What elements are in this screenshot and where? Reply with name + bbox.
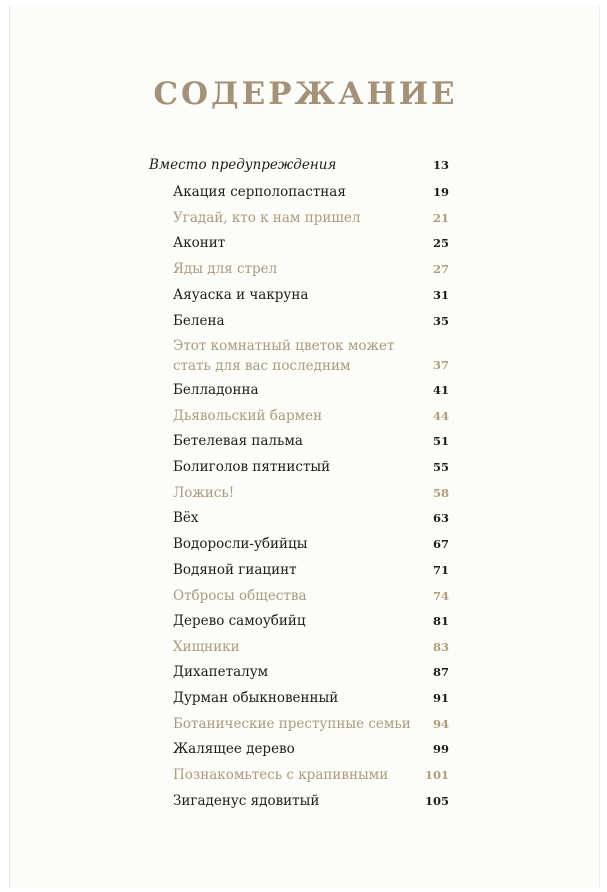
toc-entry-page: 74 [432,589,449,603]
toc-entry-label: Жалящее дерево [173,741,295,757]
toc-entry-label: Зигаденус ядовитый [173,793,320,809]
toc-entry-label: Аконит [173,235,226,251]
toc-entry-label-line2: стать для вас последним [173,358,351,374]
toc-entry-page: 105 [424,794,449,808]
toc-entry-page: 67 [432,537,449,551]
toc-entry-label: Угадай, кто к нам пришел [173,210,361,226]
toc-entry-page: 101 [424,768,449,782]
toc-entry-page: 27 [432,262,449,276]
toc-entry-page: 37 [432,358,449,372]
toc-entry-page: 13 [432,158,449,172]
toc-entry-label: Белена [173,313,225,329]
toc-entry-page: 25 [432,236,449,250]
toc-entry-label: Яды для стрел [173,261,278,277]
toc-entry-label: Вместо предупреждения [149,157,337,173]
toc-entry-page: 81 [432,614,449,628]
toc-entry [10,336,601,376]
toc-entry-page: 63 [432,511,449,525]
toc-entry-page: 41 [432,383,449,397]
toc-entry-label: Водяной гиацинт [173,562,297,578]
toc-entry-page: 58 [432,486,449,500]
table-of-contents [10,6,601,888]
toc-entry-page: 21 [432,211,449,225]
toc-entry-page: 55 [432,460,449,474]
page-title: СОДЕРЖАНИЕ [153,76,458,112]
toc-entry-label: Бетелевая пальма [173,433,303,449]
toc-entry-label: Водоросли-убийцы [173,536,308,552]
toc-entry-label-line1: Этот комнатный цветок может [173,338,395,354]
toc-entry-label: Белладонна [173,382,259,398]
toc-entry-label: Болиголов пятнистый [173,459,331,475]
toc-entry-label: Познакомьтесь с крапивными [173,767,389,783]
toc-entry-page: 99 [432,742,449,756]
book-page [9,6,600,888]
toc-entry-page: 51 [432,434,449,448]
toc-entry-page: 19 [432,185,449,199]
toc-entry-label: Дихапеталум [173,664,269,680]
toc-entry-label: Дьявольский бармен [173,408,323,424]
toc-entry-page: 35 [432,314,449,328]
toc-entry-label: Ложись! [173,485,235,501]
toc-entry-page: 44 [432,409,449,423]
toc-entry-label: Акация серполопастная [173,184,346,200]
toc-entry-label: Хищники [173,639,240,655]
toc-entry-page: 31 [432,288,449,302]
toc-entry-page: 91 [432,691,449,705]
toc-entry-label: Аяуаска и чакруна [173,287,309,303]
toc-entry-label: Вёх [173,510,199,526]
toc-entry-page: 94 [432,717,449,731]
toc-entry-page: 87 [432,665,449,679]
toc-entry-label: Дурман обыкновенный [173,690,339,706]
toc-entry-label: Дерево самоубийц [173,613,306,629]
toc-entry-label: Отбросы общества [173,588,307,604]
toc-entry-page: 71 [432,563,449,577]
toc-entry-page: 83 [432,640,449,654]
toc-entry-label: Ботанические преступные семьи [173,716,411,732]
